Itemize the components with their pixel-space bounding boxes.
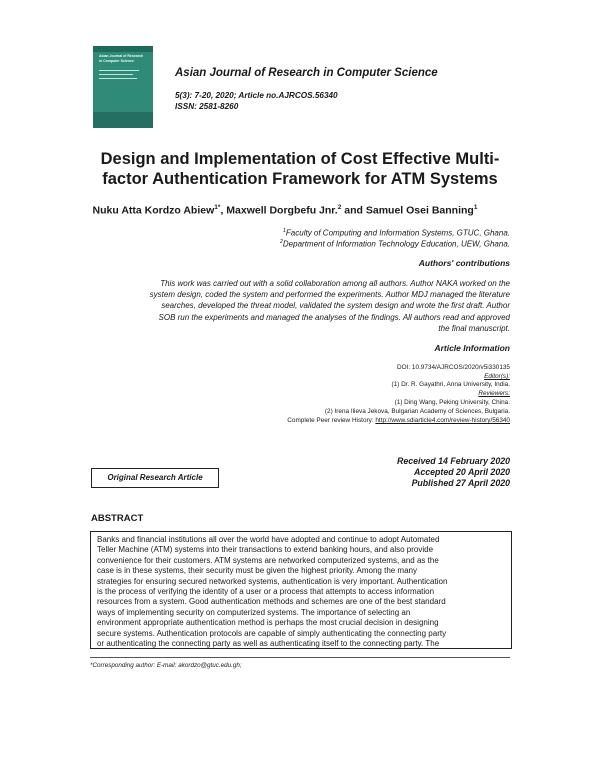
footnote-divider [90, 657, 510, 658]
affiliation [283, 228, 510, 238]
abstract-line: Banks and financial institutions all over the world have adopted and continue to adopt Automated [97, 535, 440, 544]
contributions-line: system design, coded the system and performed the experiments. Author MDJ managed the literature [149, 290, 510, 300]
journal-issn: ISSN: 2581-8260 [175, 102, 239, 111]
peer-review-history [287, 417, 510, 424]
abstract-line: case is in these systems, their security must be given the highest priority. Among the many [97, 566, 417, 576]
contributions-line: searches, developed the threat model, validated the system design and wrote the first draft. Author [161, 301, 510, 311]
doi: DOI: 10.9734/AJRCOS/2020/v5i330135 [397, 364, 510, 371]
abstract-line: secure systems. Authentication protocols are capable of simply authenticating the connecting party [97, 628, 447, 638]
affiliation [280, 239, 510, 249]
title-line: factor Authentication Framework for ATM Systems [102, 170, 498, 188]
editor: (1) Dr. R. Gayathri, Anna University, India. [391, 381, 510, 388]
affiliation-text: Department of Information Technology Education, UEW, Ghana. [282, 239, 510, 249]
accepted-date: Accepted 20 April 2020 [414, 467, 510, 477]
published-date: Published 27 April 2020 [411, 478, 510, 488]
cover-title: Asian Journal of Research in Computer Science [99, 54, 144, 63]
author-name: Maxwell Dorgbefu Jnr. [226, 204, 338, 217]
journal-citation: 5(3): 7-20, 2020; Article no.AJRCOS.56340 [175, 91, 338, 100]
contributions-heading: Authors' contributions [418, 258, 510, 268]
contributions-text [90, 278, 510, 334]
journal-cover-image [93, 46, 153, 128]
title-line: Design and Implementation of Cost Effective Multi- [100, 150, 500, 168]
abstract-text [97, 535, 505, 649]
abstract-box [90, 531, 512, 649]
author-superscript: 1 [473, 204, 478, 211]
affiliation-sup: 2 [279, 239, 283, 245]
abstract-line: environment appropriate authentication method is perhaps the most crucial decision in designing [97, 618, 439, 628]
author-superscript: 1* [214, 204, 221, 211]
abstract-heading: ABSTRACT [91, 513, 144, 524]
author-list [60, 204, 510, 217]
abstract-line: convenience for their customers. ATM systems are networked computerized systems, and as the [97, 555, 439, 565]
peer-review-label: Complete Peer review History: [287, 417, 376, 424]
article-type-badge: Original Research Article [91, 468, 219, 488]
received-date: Received 14 February 2020 [397, 456, 510, 466]
author-separator: , [220, 204, 227, 217]
abstract-line: Teller Machine (ATM) systems into their transactions to extend banking hours, and also provide [97, 545, 434, 555]
journal-name: Asian Journal of Research in Computer Science [175, 67, 438, 79]
article-title [90, 149, 510, 189]
author-superscript: 2 [337, 204, 342, 211]
article-info-heading: Article Information [434, 343, 510, 353]
author-separator: and [341, 204, 366, 217]
affiliation-sup: 1 [282, 228, 286, 234]
contributions-line: This work was carried out with a solid collaboration among all authors. Author NAKA worked on the [160, 279, 510, 288]
author-name: Samuel Osei Banning [365, 204, 474, 217]
corresponding-author-footnote: *Corresponding author: E-mail: akordzo@gtuc.edu.gh; [90, 662, 242, 669]
abstract-line: is the process of verifying the identity of a user or a process that attempts to access information [97, 587, 435, 597]
abstract-line: strategies for ensuring secured networked systems, authentication is very important. Authentication [97, 576, 448, 586]
reviewer: (2) Irena Ilieva Jekova, Bulgarian Academy of Sciences, Bulgaria. [324, 408, 510, 415]
affiliation-text: Faculty of Computing and Information Systems, GTUC, Ghana. [285, 228, 510, 238]
peer-review-link[interactable]: http://www.sdiarticle4.com/review-history/56340 [375, 417, 510, 424]
contributions-line: the final manuscript. [438, 323, 510, 333]
editor-label: Editor(s): [484, 373, 510, 380]
reviewers-label: Reviewers: [478, 390, 510, 397]
contributions-line: SOB run the experiments and managed the analyses of the findings. All authors read and approved [158, 312, 510, 322]
author-name: Nuku Atta Kordzo Abiew [92, 204, 215, 217]
abstract-line: resources from a system. Good authentication methods and schemes are one of the best standard [97, 597, 446, 607]
abstract-line: ways of implementing security on computerized systems. The importance of selecting an [97, 607, 411, 617]
abstract-line: or authenticating the connecting party as well as authenticating itself to the connecting party. The [97, 639, 440, 649]
reviewer: (1) Ding Wang, Peking University, China. [394, 399, 510, 406]
